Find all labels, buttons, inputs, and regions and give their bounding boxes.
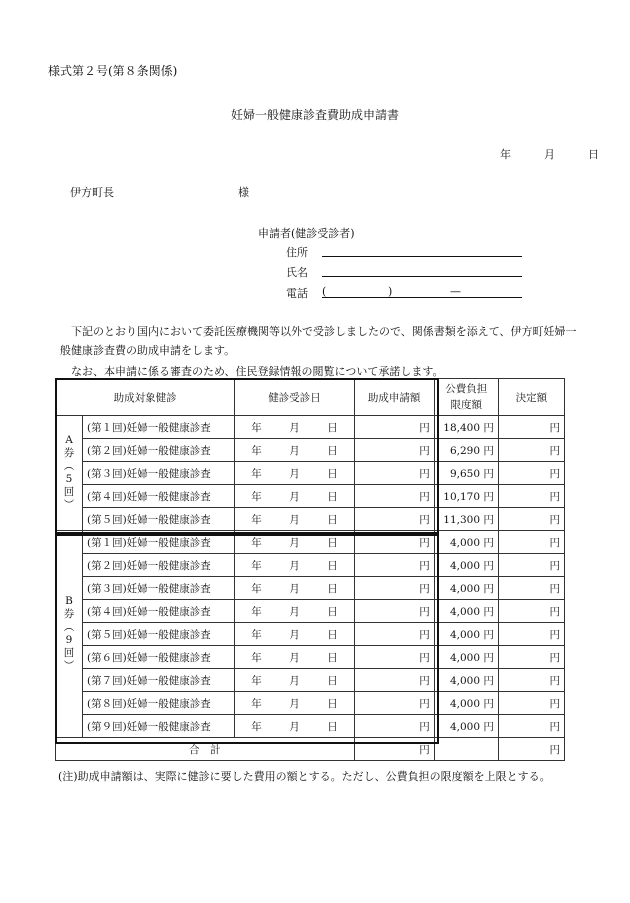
limit-amount: 4,000 円	[434, 715, 498, 738]
decision-amount-cell[interactable]: 円	[498, 646, 564, 669]
header-exam-date: 健診受診日	[235, 379, 354, 416]
decision-amount-cell[interactable]: 円	[498, 692, 564, 715]
date-unit: 月	[289, 720, 300, 733]
date-unit: 年	[251, 582, 262, 595]
app-amount-cell[interactable]: 円	[354, 416, 434, 439]
table-row	[56, 462, 565, 485]
exam-name: (第４回)妊婦一般健康診査	[83, 600, 235, 623]
date-unit: 日	[327, 720, 338, 733]
exam-date-cell[interactable]	[235, 439, 354, 462]
section-b-char: ︶	[63, 660, 75, 672]
section-b-char: 9	[65, 634, 73, 646]
total-limit-empty	[434, 738, 498, 761]
section-a-char: ︵	[63, 460, 75, 472]
exam-name: (第６回)妊婦一般健康診査	[83, 646, 235, 669]
footnote: (注)助成申請額は、実際に健診に要した費用の額とする。ただし、公費負担の限度額を上限とする。	[58, 770, 551, 783]
header-decision: 決定額	[498, 379, 564, 416]
limit-amount: 4,000 円	[434, 554, 498, 577]
total-label: 合 計	[56, 738, 355, 761]
date-year: 年	[500, 148, 511, 161]
date-unit: 年	[251, 674, 262, 687]
application-table	[55, 378, 565, 761]
name-field[interactable]	[322, 262, 522, 277]
exam-date-cell[interactable]	[235, 692, 354, 715]
limit-amount: 4,000 円	[434, 531, 498, 554]
date-unit: 日	[327, 490, 338, 503]
decision-amount-cell[interactable]: 円	[498, 531, 564, 554]
exam-name: (第４回)妊婦一般健康診査	[83, 485, 235, 508]
decision-amount-cell[interactable]: 円	[498, 508, 564, 531]
address-label: 住所	[286, 246, 308, 259]
total-decision-amount[interactable]: 円	[498, 738, 564, 761]
date-unit: 月	[289, 674, 300, 687]
app-amount-cell[interactable]: 円	[354, 439, 434, 462]
limit-amount: 10,170 円	[434, 485, 498, 508]
body-paragraph-1: 下記のとおり国内において委託医療機関等以外で受診しましたので、関係書類を添えて、伊方町妊婦一般健康診査費の助成申請をします。	[60, 325, 577, 357]
app-amount-cell[interactable]: 円	[354, 600, 434, 623]
date-unit: 月	[289, 513, 300, 526]
table-row	[56, 508, 565, 531]
exam-name: (第３回)妊婦一般健康診査	[83, 577, 235, 600]
form-number: 様式第２号(第８条関係)	[48, 64, 178, 78]
decision-amount-cell[interactable]: 円	[498, 462, 564, 485]
exam-date-cell[interactable]	[235, 669, 354, 692]
app-amount-cell[interactable]: 円	[354, 692, 434, 715]
exam-name: (第５回)妊婦一般健康診査	[83, 508, 235, 531]
section-a-char: 5	[65, 473, 73, 485]
table-header-row	[56, 379, 565, 416]
exam-name: (第９回)妊婦一般健康診査	[83, 715, 235, 738]
section-a-label	[56, 416, 83, 531]
date-unit: 日	[327, 674, 338, 687]
date-unit: 年	[251, 605, 262, 618]
document-title: 妊婦一般健康診査費助成申請書	[230, 108, 399, 122]
decision-amount-cell[interactable]: 円	[498, 485, 564, 508]
decision-amount-cell[interactable]: 円	[498, 439, 564, 462]
date-unit: 日	[327, 605, 338, 618]
app-amount-cell[interactable]: 円	[354, 508, 434, 531]
date-unit: 日	[327, 697, 338, 710]
exam-name: (第１回)妊婦一般健康診査	[83, 416, 235, 439]
table-row	[56, 531, 565, 554]
section-b-char: 回	[63, 647, 75, 659]
limit-amount: 4,000 円	[434, 600, 498, 623]
exam-name: (第８回)妊婦一般健康診査	[83, 692, 235, 715]
date-unit: 日	[327, 651, 338, 664]
section-a-char: ︶	[63, 499, 75, 511]
phone-field[interactable]	[322, 283, 522, 298]
limit-amount: 4,000 円	[434, 577, 498, 600]
limit-amount: 4,000 円	[434, 692, 498, 715]
section-b-label-text	[56, 595, 82, 673]
section-a-char: A	[65, 434, 73, 446]
exam-date-cell[interactable]	[235, 600, 354, 623]
exam-name: (第１回)妊婦一般健康診査	[83, 531, 235, 554]
date-unit: 年	[251, 490, 262, 503]
phone-label: 電話	[286, 287, 308, 300]
date-unit: 年	[251, 513, 262, 526]
app-amount-cell[interactable]: 円	[354, 669, 434, 692]
total-row	[56, 738, 565, 761]
table-row	[56, 623, 565, 646]
decision-amount-cell[interactable]: 円	[498, 554, 564, 577]
exam-date-cell[interactable]	[235, 623, 354, 646]
date-unit: 月	[289, 651, 300, 664]
section-a-char: 券	[63, 447, 75, 459]
app-amount-cell[interactable]: 円	[354, 531, 434, 554]
date-unit: 日	[327, 421, 338, 434]
header-limit	[434, 379, 498, 416]
exam-date-cell[interactable]	[235, 416, 354, 439]
addressee: 伊方町長	[70, 186, 114, 199]
limit-amount: 6,290 円	[434, 439, 498, 462]
exam-date-cell[interactable]	[235, 508, 354, 531]
exam-name: (第７回)妊婦一般健康診査	[83, 669, 235, 692]
date-unit: 月	[289, 421, 300, 434]
date-unit: 月	[289, 536, 300, 549]
date-month: 月	[544, 148, 555, 161]
table-row	[56, 715, 565, 738]
limit-amount: 11,300 円	[434, 508, 498, 531]
date-unit: 年	[251, 720, 262, 733]
decision-amount-cell[interactable]: 円	[498, 623, 564, 646]
exam-date-cell[interactable]	[235, 531, 354, 554]
date-unit: 年	[251, 536, 262, 549]
header-limit-line1: 公費負担	[445, 383, 488, 395]
app-amount-cell[interactable]: 円	[354, 554, 434, 577]
limit-amount: 9,650 円	[434, 462, 498, 485]
section-b-label	[56, 531, 83, 738]
app-amount-cell[interactable]: 円	[354, 646, 434, 669]
date-unit: 日	[327, 582, 338, 595]
exam-date-cell[interactable]	[235, 485, 354, 508]
limit-amount: 4,000 円	[434, 646, 498, 669]
section-a-label-text	[56, 434, 82, 512]
date-day: 日	[588, 148, 599, 161]
date-unit: 月	[289, 582, 300, 595]
date-unit: 年	[251, 467, 262, 480]
limit-amount: 18,400 円	[434, 416, 498, 439]
exam-name: (第３回)妊婦一般健康診査	[83, 462, 235, 485]
phone-close-paren: )	[388, 285, 393, 298]
date-unit: 年	[251, 628, 262, 641]
app-amount-cell[interactable]: 円	[354, 485, 434, 508]
date-unit: 日	[327, 628, 338, 641]
date-unit: 年	[251, 697, 262, 710]
app-amount-cell[interactable]: 円	[354, 623, 434, 646]
date-unit: 月	[289, 605, 300, 618]
date-unit: 月	[289, 628, 300, 641]
name-label: 氏名	[286, 266, 308, 279]
date-unit: 月	[289, 444, 300, 457]
body-paragraph-2: なお、本申請に係る審査のため、住民登録情報の閲覧について承諾します。	[71, 365, 444, 378]
decision-amount-cell[interactable]: 円	[498, 669, 564, 692]
exam-date-cell[interactable]	[235, 715, 354, 738]
decision-amount-cell[interactable]: 円	[498, 600, 564, 623]
date-unit: 日	[327, 444, 338, 457]
limit-amount: 4,000 円	[434, 623, 498, 646]
exam-name: (第５回)妊婦一般健康診査	[83, 623, 235, 646]
date-unit: 月	[289, 559, 300, 572]
table-row	[56, 577, 565, 600]
section-a-char: 回	[63, 486, 75, 498]
table-row	[56, 485, 565, 508]
section-b-char: B	[65, 595, 73, 607]
date-unit: 月	[289, 467, 300, 480]
date-unit: 日	[327, 536, 338, 549]
exam-date-cell[interactable]	[235, 462, 354, 485]
app-amount-cell[interactable]: 円	[354, 577, 434, 600]
decision-amount-cell[interactable]: 円	[498, 577, 564, 600]
exam-date-cell[interactable]	[235, 554, 354, 577]
table-row	[56, 669, 565, 692]
header-app-amount: 助成申請額	[354, 379, 434, 416]
date-unit: 年	[251, 651, 262, 664]
section-b-char: ︵	[63, 621, 75, 633]
date-line	[500, 146, 599, 162]
decision-amount-cell[interactable]: 円	[498, 715, 564, 738]
total-app-amount[interactable]: 円	[354, 738, 434, 761]
exam-name: (第２回)妊婦一般健康診査	[83, 439, 235, 462]
header-limit-line2: 限度額	[450, 399, 483, 411]
section-b-char: 券	[63, 608, 75, 620]
limit-amount: 4,000 円	[434, 669, 498, 692]
table-row	[56, 416, 565, 439]
exam-date-cell[interactable]	[235, 646, 354, 669]
exam-name: (第２回)妊婦一般健康診査	[83, 554, 235, 577]
header-target: 助成対象健診	[56, 379, 235, 416]
app-amount-cell[interactable]: 円	[354, 462, 434, 485]
date-unit: 年	[251, 444, 262, 457]
date-unit: 月	[289, 697, 300, 710]
honorific: 様	[238, 186, 249, 199]
address-field[interactable]	[322, 242, 522, 257]
date-unit: 月	[289, 490, 300, 503]
date-unit: 日	[327, 467, 338, 480]
phone-dash: —	[450, 285, 461, 298]
date-unit: 年	[251, 421, 262, 434]
date-unit: 年	[251, 559, 262, 572]
table-row	[56, 439, 565, 462]
table-row	[56, 600, 565, 623]
table-row	[56, 554, 565, 577]
date-unit: 日	[327, 513, 338, 526]
exam-date-cell[interactable]	[235, 577, 354, 600]
table-row	[56, 692, 565, 715]
date-unit: 日	[327, 559, 338, 572]
decision-amount-cell[interactable]: 円	[498, 416, 564, 439]
phone-open-paren: (	[322, 285, 327, 298]
app-amount-cell[interactable]: 円	[354, 715, 434, 738]
applicant-title: 申請者(健診受診者)	[258, 227, 355, 240]
table-row	[56, 646, 565, 669]
